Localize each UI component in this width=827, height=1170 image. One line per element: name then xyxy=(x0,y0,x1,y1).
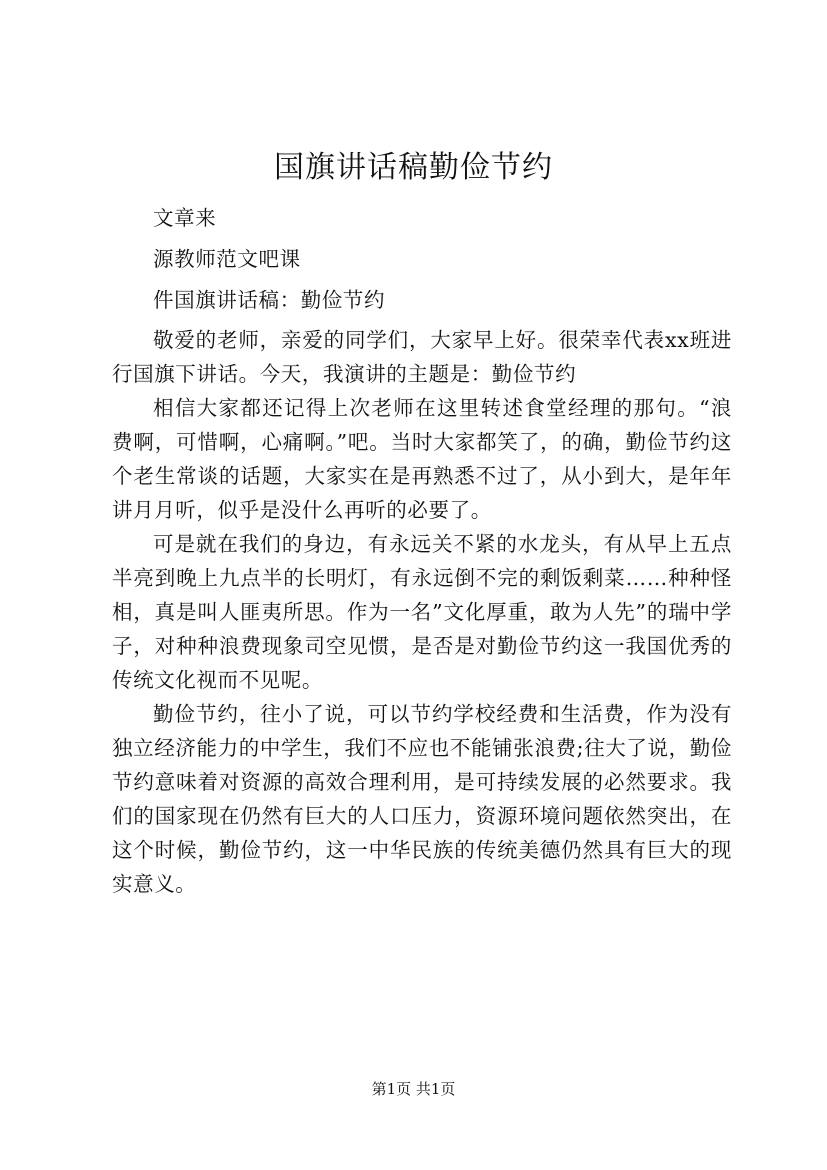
document-title: 国旗讲话稿勤俭节约 xyxy=(274,150,553,185)
page-footer: 第1页 共1页 xyxy=(371,1080,456,1098)
document-meta xyxy=(112,198,732,321)
document-body xyxy=(112,198,732,901)
paragraph: 勤俭节约，往小了说，可以节约学校经费和生活费，作为没有独立经济能力的中学生，我们不应也不能铺张浪费;往大了说，勤俭节约意味着对资源的高效合理利用，是可持续发展的必然要求。我们的国家现在仍然有巨大的人口压力，资源环境问题依然突出，在这个时候，勤俭节约，这一中华民族的传统美德仍然具有巨大的现实意义。 xyxy=(112,702,732,896)
paragraph: 可是就在我们的身边，有永远关不紧的水龙头，有从早上五点半亮到晚上九点半的长明灯，有永远倒不完的剩饭剩菜……种种怪相，真是叫人匪夷所思。作为一名”文化厚重，敢为人先”的瑞中学子，对种种浪费现象司空见惯，是否是对勤俭节约这一我国优秀的传统文化视而不见呢。 xyxy=(112,532,732,692)
meta-line: 件国旗讲话稿：勤俭节约 xyxy=(153,288,386,312)
paragraph: 敬爱的老师，亲爱的同学们，大家早上好。很荣幸代表xx班进行国旗下讲话。今天，我演讲的主题是：勤俭节约 xyxy=(112,328,732,386)
paragraph: 相信大家都还记得上次老师在这里转述食堂经理的那句。“浪费啊，可惜啊，心痛啊。”吧。当时大家都笑了，的确，勤俭节约这个老生常谈的话题，大家实在是再熟悉不过了，从小到大，是年年讲月月听，似乎是没什么再听的必要了。 xyxy=(112,396,732,522)
meta-line: 文章来 xyxy=(153,206,217,230)
meta-line: 源教师范文吧课 xyxy=(153,247,301,271)
